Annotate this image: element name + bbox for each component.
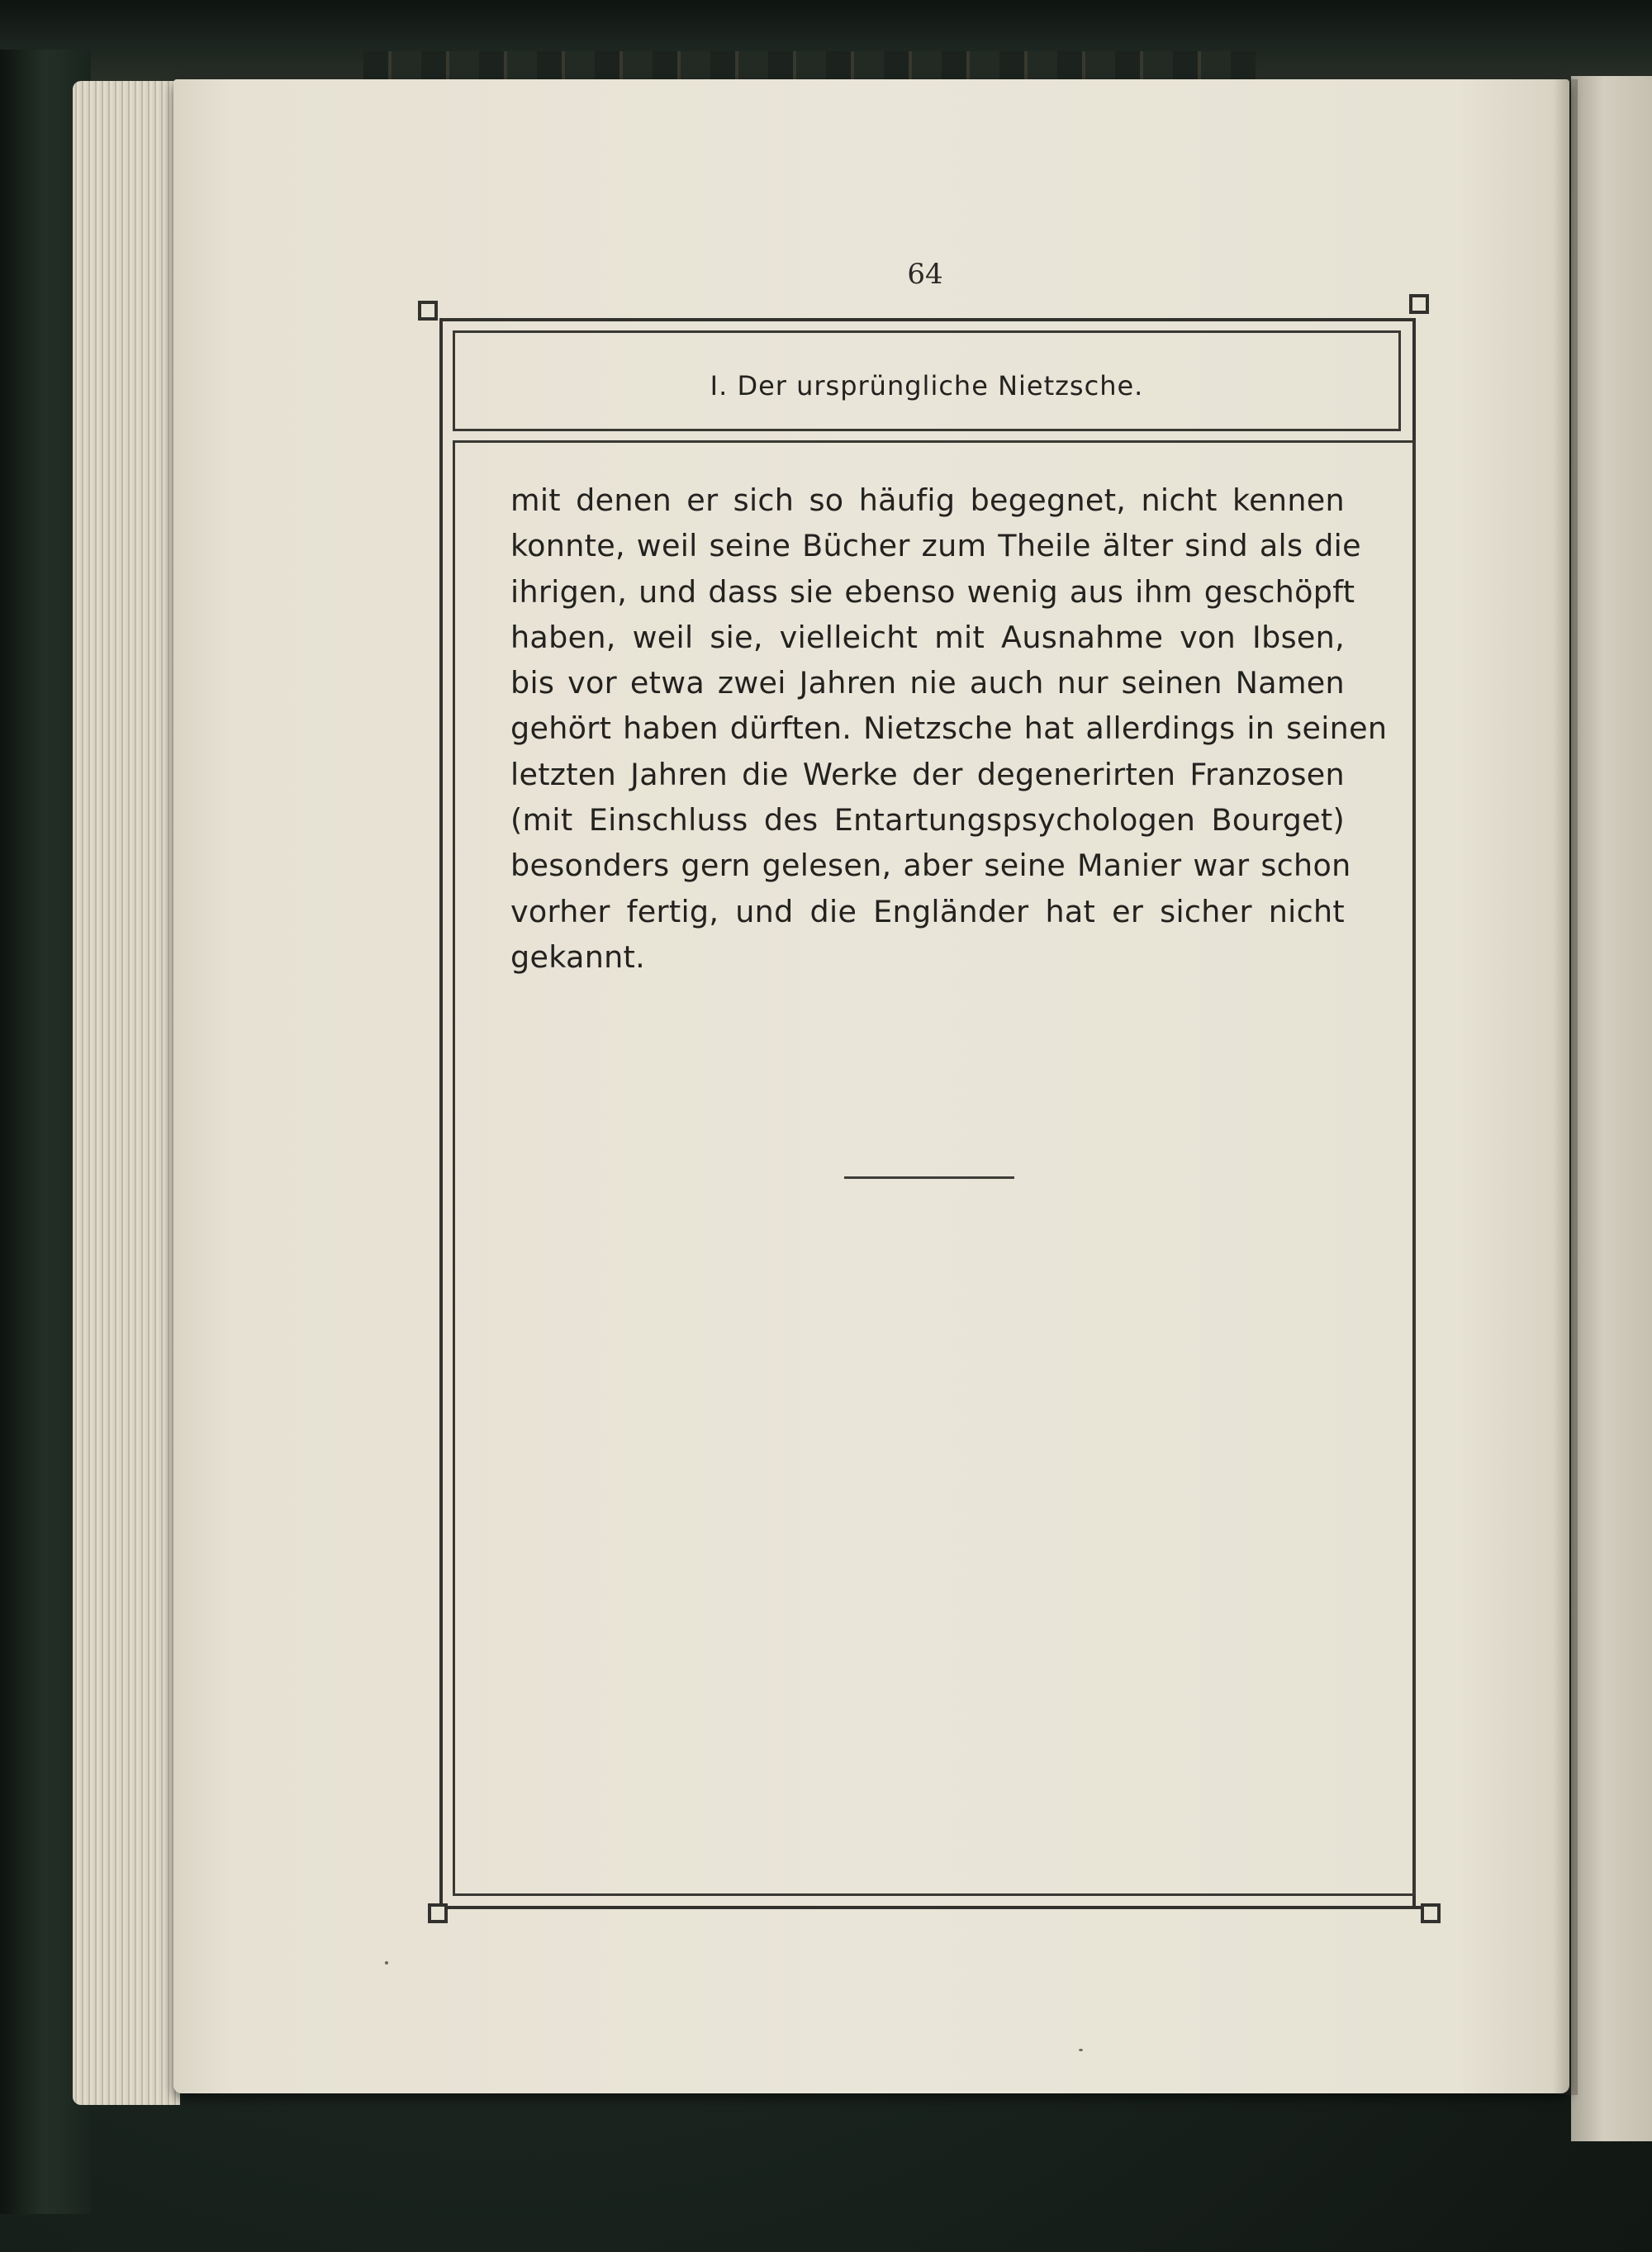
section-end-rule [844,1176,1014,1179]
text-line: vorher fertig, und die Engländer hat er sicher nicht [510,893,1345,929]
text-line: ihrigen, und dass sie ebenso wenig aus ihm geschöpft [510,573,1355,610]
text-line: besonders gern gelesen, aber seine Manier war schon [510,848,1351,884]
book-spine-edge [363,51,1256,83]
frame-top-line [439,318,1412,321]
page-number: 64 [907,258,943,291]
text-line: gehört haben dürften. Nietzsche hat allerdings in seinen [510,710,1388,747]
facing-page-edge [1571,76,1652,2141]
text-line: haben, weil sie, vielleicht mit Ausnahme von Ibsen, [510,619,1345,655]
text-line: mit denen er sich so häufig begegnet, nicht kennen [510,482,1345,518]
corner-square-bottom-right [1421,1903,1441,1923]
frame-left-line [439,318,443,1909]
paper-speck [385,1961,388,1965]
frame-bottom-line [439,1906,1431,1909]
corner-square-bottom-left [428,1903,448,1923]
text-line: (mit Einschluss des Entartungspsychologen Bourget) [510,802,1345,839]
text-line: konnte, weil seine Bücher zum Theile älter sind als die [510,528,1361,564]
corner-square-top-left [418,301,438,321]
paper-speck [1079,2049,1083,2051]
running-title: I. Der ursprüngliche Nietzsche. [710,370,1144,401]
body-text [510,477,1388,980]
text-line: letzten Jahren die Werke der degenerirten Franzosen [510,756,1345,792]
gutter-shadow [1553,79,1578,2095]
corner-square-top-right [1409,294,1429,314]
text-line: gekannt. [510,938,646,975]
page-stack-edges [73,81,180,2105]
text-line: bis vor etwa zwei Jahren nie auch nur seinen Namen [510,665,1345,701]
